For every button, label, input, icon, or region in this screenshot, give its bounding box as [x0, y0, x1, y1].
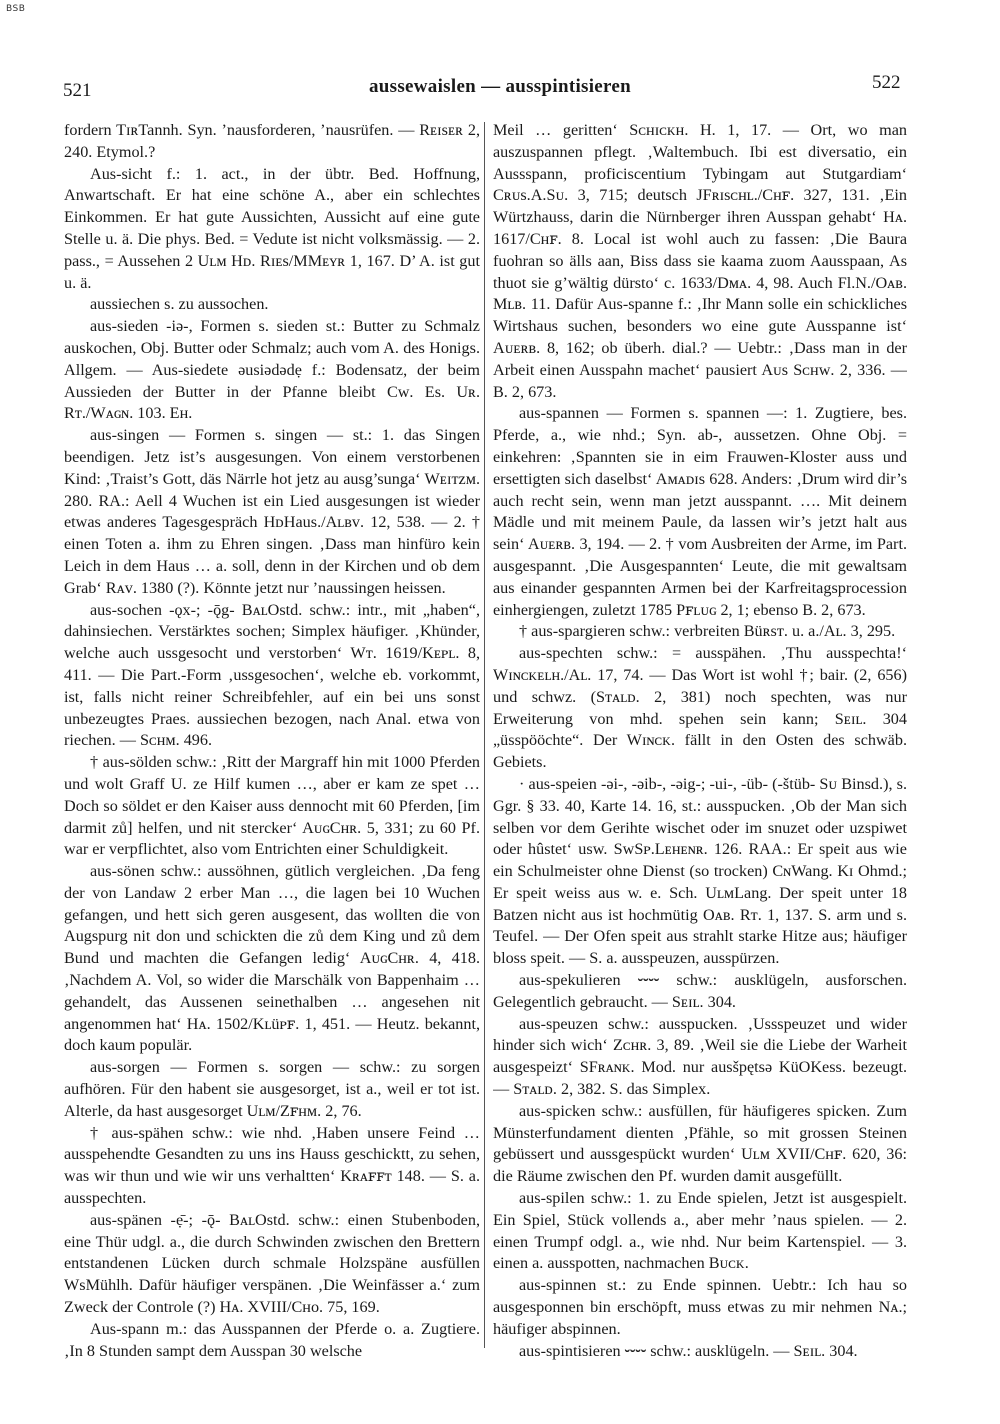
entry-ausssoenen: aus-sönen schw.: aussöhnen, gütlich vergleichen. ‚Da feng der von Landaw 2 erber Man …, die lagen bei 10 Wuchen gefangen, und hett sich geren ausgesent, das wollten die von Augspurg nit don und schickten die zů dem King und zů dem Bund und machten die Gefangen ledig‘ AᴜɢCʜʀ. 4, 418. ‚Nachdem A. Vol, so wider die Marschälk von Bappenhaim … gehandelt, das Aussenen seinethalben … angesehen nit angenommen hat‘ Hᴀ. 1502/Kʟüᴘꜰ. 1, 451. — Heutz. bekannt, doch kaum populär. [64, 862, 480, 1055]
library-stamp: BSB [6, 4, 26, 14]
entry-aussieden: aus-sieden -iə-, Formen s. sieden st.: Butter zu Schmalz auskochen, Obj. Butter oder Schmalz; auch vom A. des Honigs. Allgem. — Aus-siedete əusiədədẹ f.: Bodensatz, der beim Aussieden der Butter in der Pfanne bleibt Cᴡ. Es. Uʀ. Rᴛ./Wᴀɢɴ. 103. Eʜ. [64, 317, 480, 423]
entry-ausspekulieren: aus-spekulieren ⏑⏑⏑⏑ schw.: ausklügeln, ausforschen. Gelegentlich gebraucht. — Sᴇɪʟ. 304. [493, 971, 907, 1011]
entry-ausspicken: aus-spicken schw.: ausfüllen, für häufigeres spicken. Zum Münsterfundament dienten ‚Pfähle, so mit grossen Steinen gebüssert und aussgespückt wurden‘ Uʟᴍ XVII/Cʜꜰ. 620, 36: die Räume zwischen den Pf. wurden damit ausgefüllt. [493, 1101, 907, 1186]
column-divider [484, 122, 485, 1348]
entry-ausspintisieren: aus-spintisieren ⏑⏑⏑⏑ schw.: ausklügeln. — Sᴇɪʟ. 304. [519, 1341, 858, 1360]
entry-aussorgen: aus-sorgen — Formen s. sorgen — schw.: zu sorgen aufhören. Für den habent sie ausgesorget, ist a., weil er tot ist. Alterle, da hast ausgesorget Uʟᴍ/Zꜰʜᴍ. 2, 76. [64, 1058, 480, 1120]
entry-aussicht: Aus-sicht f.: 1. act., in der übtr. Bed. Hoffnung, Anwartschaft. Er hat eine schöne A., aber ein schlechtes Einkommen. Er hat gute Aussichten, Aussicht auf eine gute Stelle u. ä. Die phys. Bed. = Vedute ist nicht volksmässig. — 2. pass., = Aussehen 2 Uʟᴍ Hᴅ. Rɪᴇs/MMᴇʏʀ 1, 167. D’ A. ist gut u. ä. [64, 164, 480, 292]
entry-ausspeien: · aus-speien -əi-, -əib-, -əig-; -ui-, -üb- (-štüb- Sᴜ Binsd.), s. Ggr. § 33. 40, Karte 14. 16, st.: ausspucken. ‚Ob der Man sich selben vor dem Gerihte wischet oder im snuzet oder uzspiwet oder hûstet‘ usw. SᴡSᴘ.Lᴇʜᴇɴʀ. 126. RAA.: Er speit aus wie ein Schulmeister ohne Dienst (so trocken) CɴWang. Kɪ Ohmd.; Er speit weiss aus w. e. Sch. UʟᴍLang. Der speit unter 18 Batzen nicht aus ist hochmütig Oᴀʙ. Rᴛ. 1, 137. S. arm und s. Teufel. — Der Ofen speit aus strahlt starke Hitze aus; häufiger bloss speit. — S. a. ausspeuzen, ausspürzen. [493, 774, 907, 968]
entry-ausssoelden: † aus-sölden schw.: ‚Ritt der Margraff hin mit 1000 Pferden und wolt Graff U. ze Hilf kumen …, aber er kam ze spet … Doch so söldet er den Kaiser auss dennocht mit 60 Pferden, [im darmit zů] helfen, und nit stercker‘ AᴜɢCʜʀ. 5, 331; zu 60 Pf. war er verpflichtet, also vom Entrichten einer Schuldigkeit. [64, 753, 480, 859]
entry-aussochen: aus-sochen -ǫx-; -ǭg- BᴀʟOstd. schw.: intr., mit „haben“, dahinsiechen. Verstärktes sochen; Simplex häufiger. ‚Khünder, welche auch ussgesocht und verstorben‘ Wᴛ. 1619/Kᴇᴘʟ. 8, 411. — Die Part.-Form ‚ussgesochen‘, welche eb. vorkommt, ist, falls nicht reiner Schreibfehler, auf ein bei uns sonst unbezeugtes Praes. aussiechen bezogen, nach Anal. etwa von riechen. — Sᴄʜᴍ. 496. [64, 600, 480, 750]
running-header: aussewaislen — ausspintisieren [368, 76, 632, 97]
entry-ausspechten: aus-spechten schw.: = ausspähen. ‚Thu ausspechta!‘ Wɪɴᴄᴋᴇʟʜ./Aʟ. 17, 74. — Das Wort ist wohl †; bair. (2, 656) und schwz. (Sᴛᴀʟᴅ. 2, 381) noch spechten, was nur Erweiterung von mhd. spehen sein kann; Sᴇɪʟ. 304 „üsspööchte“. Der Wɪɴᴄᴋ. fällt in den Osten des schwäb. Gebiets. [493, 644, 907, 772]
entry-ausspann: Aus-spann m.: das Ausspannen der Pferde o. a. Zugtiere. ‚In 8 Stunden sampt dem Ausspan 30 welsche [64, 1319, 480, 1360]
left-column [64, 120, 480, 1360]
entry-aussingen: aus-singen — Formen s. singen — st.: 1. das Singen beendigen. Jetz ist’s ausgesungen. Von einem verstorbenen Kind: ‚Traist’s Gott, däs Närrle hot jetz au ausg’sunga‘ Wᴇɪᴛᴢᴍ. 280. RA.: Aell 4 Wuchen ist ein Lied ausgesungen ist wieder etwas anderes Tagesgespräch HᴅHaus./Aʟʙᴠ. 12, 538. — 2. † einen Toten a. ihm zu Ehren singen. ‚Dass man hinfüro kein Leich in dem Haus … a. soll, denn in der Kirchen und ob dem Grab‘ Rᴀᴠ. 1380 (?). Könnte jetzt nur ’naussingen heissen. [64, 426, 480, 597]
entry-ausspinnen: aus-spinnen st.: zu Ende spinnen. Uebtr.: Ich hau so ausgesponnen bin erschöpft, muss etwas zu mir nehmen Nᴀ.; häufiger abspinnen. [493, 1276, 907, 1338]
entry-ausspeuzen: aus-speuzen schw.: ausspucken. ‚Ussspeuzet und wider hinder sich wich‘ Zᴄʜʀ. 3, 89. ‚Weil sie die Liebe der Warheit ausgespeizt‘ SFʀᴀɴᴋ. Mod. nur ausšpętsə KüOKess. bezeugt. — Sᴛᴀʟᴅ. 2, 382. S. das Simplex. [493, 1014, 907, 1099]
entry-continuation: fordern TɪʀTannh. Syn. ’nausforderen, ’nausrüfen. — Rᴇɪsᴇʀ 2, 240. Etymol.? [64, 121, 480, 161]
entry-ausspilen: aus-spilen schw.: 1. zu Ende spielen, Jetzt ist ausgespielt. Ein Spiel, Stück vollends a., aber mehr ’naus spielen. — 2. einen Trumpf odgl. a., wie nhd. Nur beim Kartenspiel. — 3. einen a. ausspotten, nachmachen Bᴜᴄᴋ. [493, 1189, 907, 1273]
page-number-left: 521 [63, 80, 92, 101]
page-number-right: 522 [872, 72, 901, 93]
entry-ausspannen: aus-spannen — Formen s. spannen —: 1. Zugtiere, bes. Pferde, a., wie nhd.; Syn. ab-, aussetzen. Ohne Obj. = einkehren: ‚Spannten sie in eim Frauwen-Kloster auss und ersettigten sich daselbst‘ Aᴍᴀᴅɪs 628. Anders: ‚Drum wird dir’s auch recht sein, wenn man jetzt ausspannt. …. Mit deinem Mädle und mit meinem Paule, da lassen wir’s jetzt halt aus sein‘ Aᴜᴇʀʙ. 3, 194. — 2. † vom Ausbreiten der Arme, im Part. ausgespannt. ‚Die Ausgespannten‘ Leute, die mit gewaltsam aus einander gespannten Armen bei der Karfreitagsprocession einhergiengen, zuletzt 1785 Pꜰʟᴜɢ 2, 1; ebenso B. 2, 673. [493, 404, 907, 619]
entry-ausspargieren: † aus-spargieren schw.: verbreiten Büʀsᴛ. u. a./Aʟ. 3, 295. [519, 622, 896, 641]
entry-ausspaenen: aus-spänen -ẹ̄-; -ǭ- BᴀʟOstd. schw.: einen Stubenboden, eine Thür udgl. a., die durch Schwinden zwischen den Brettern entstandenen Lücken durch schmale Holzspäne ausfüllen WsMühlh. Dafür häufiger verspänen. ‚Die Weinfässer a.‘ zum Zweck der Controle (?) Hᴀ. XVIII/Cʜᴏ. 75, 169. [64, 1210, 480, 1317]
entry-aussiechen: aussiechen s. zu aussochen. [90, 295, 269, 314]
entry-ausspann-continued: Meil … geritten‘ Sᴄʜɪᴄᴋʜ. H. 1, 17. — Ort, wo man auszuspannen pflegt. ‚Waltembuch. Ibi est diversatio, ein Aussspann, proficiscentium Tybingam aut Stutgardiam‘ Cʀᴜs.A.Sᴜ. 3, 715; deutsch JFʀɪsᴄʜʟ./Cʜꜰ. 327, 131. ‚Ein Würtzhauss, darin die Nürnberger ihren Ausspan gehabt‘ Hᴀ. 1617/Cʜꜰ. 8. Local ist wohl auch zu fassen: ‚Die Baura fuohran so älls aan, Biss dass sie kaama zuom Aausspaan, As thuot sie g’wältig dürsto‘ c. 1633/Dᴍᴀ. 4, 98. Auch Fl.N./Oᴀʙ. Mʟʙ. 11. Dafür Aus-spanne f.: ‚Ihr Mann solle ein schickliches Wirtshaus suchen, besonders wo eine gute Ausspanne ist‘ Aᴜᴇʀʙ. 8, 162; ob überh. dial.? — Uebtr.: ‚Dass man in der Arbeit einen Ausspahn machet‘ pausiert Aᴜs Sᴄʜᴡ. 2, 336. — B. 2, 673. [493, 121, 907, 401]
entry-ausspaehen: † aus-spähen schw.: wie nhd. ‚Haben unsere Feind … ausspehendte Gesandten zu uns ins Hauss geschicktt, zu sehen, was wir thun und wie wir uns verhaltten‘ Kʀᴀꜰꜰᴛ 148. — S. a. ausspechten. [64, 1123, 480, 1208]
right-column [493, 120, 907, 1360]
